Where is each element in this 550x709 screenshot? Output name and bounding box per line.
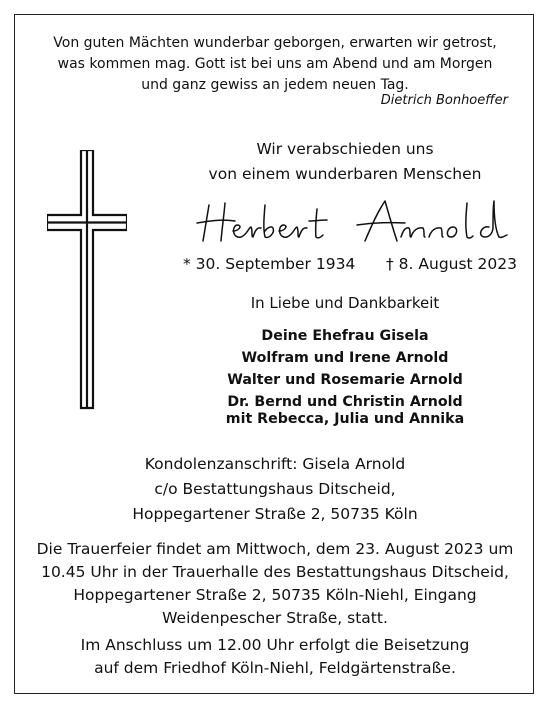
service-line: Hoppegartener Straße 2, 50735 Köln-Niehl, Eingang: [73, 586, 477, 604]
deceased-name-signature: [195, 197, 515, 247]
funeral-service-info: [0, 538, 550, 630]
quote-line: und ganz gewiss an jedem neuen Tag.: [141, 77, 409, 93]
date-of-birth: * 30. September 1934: [183, 255, 356, 273]
address-line: Kondolenzanschrift: Gisela Arnold: [144, 455, 406, 473]
farewell-line: von einem wunderbaren Menschen: [208, 165, 482, 183]
quote-line: Von guten Mächten wunderbar geborgen, erwarten wir getrost,: [53, 35, 497, 51]
burial-line: auf dem Friedhof Köln-Niehl, Feldgärtenstraße.: [94, 659, 456, 677]
bonhoeffer-quote: [30, 33, 520, 96]
quote-line: was kommen mag. Gott ist bei uns am Abend und am Morgen: [57, 56, 493, 72]
mourner-name: Wolfram und Irene Arnold: [241, 350, 449, 366]
condolence-address: [0, 452, 550, 527]
mourner-name: Dr. Bernd und Christin Arnold: [227, 394, 463, 410]
quote-author: Dietrich Bonhoeffer: [380, 93, 508, 108]
farewell-line: Wir verabschieden uns: [256, 140, 434, 158]
address-line: c/o Bestattungshaus Ditscheid,: [154, 480, 396, 498]
service-line: 10.45 Uhr in der Trauerhalle des Bestattungshaus Ditscheid,: [41, 563, 509, 581]
date-of-death: † 8. August 2023: [386, 255, 518, 273]
address-line: Hoppegartener Straße 2, 50735 Köln: [132, 505, 418, 523]
burial-line: Im Anschluss um 12.00 Uhr erfolgt die Beisetzung: [80, 636, 470, 654]
mourner-name: Walter und Rosemarie Arnold: [227, 372, 463, 388]
burial-info: [0, 634, 550, 680]
cross-icon: [47, 150, 127, 410]
service-line: Die Trauerfeier findet am Mittwoch, dem 23. August 2023 um: [36, 540, 514, 558]
mourner-name: mit Rebecca, Julia und Annika: [225, 411, 465, 427]
mourners-intro: In Liebe und Dankbarkeit: [250, 294, 440, 312]
mourner-name: Deine Ehefrau Gisela: [261, 328, 429, 344]
mourners-list: [160, 325, 530, 428]
farewell-text: [160, 137, 530, 187]
service-line: Weidenpescher Straße, statt.: [162, 609, 388, 627]
